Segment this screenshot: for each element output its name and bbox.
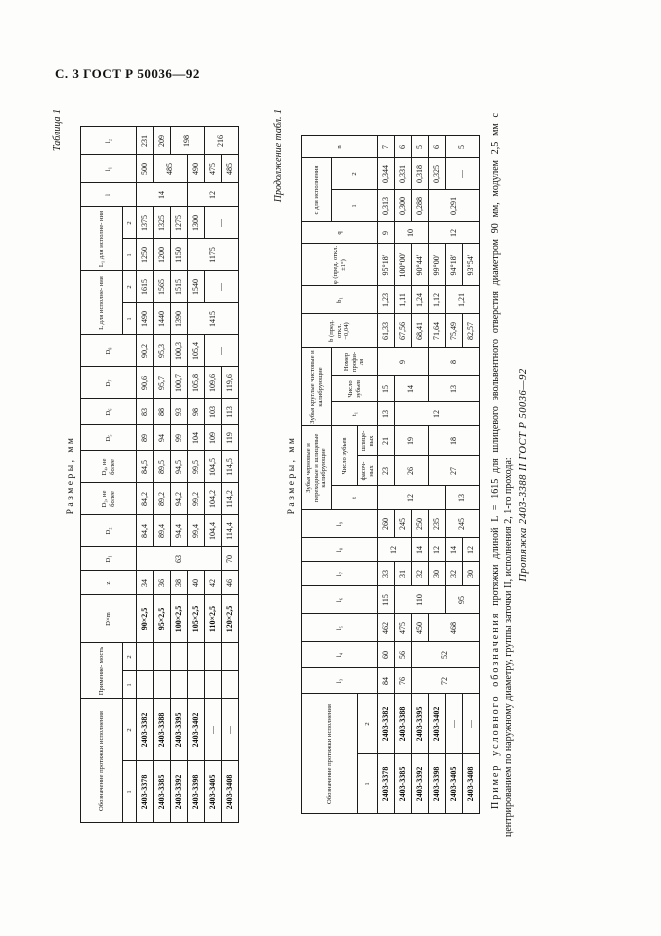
header-cell: l₈ [302,538,378,562]
cell: 19 [395,426,429,456]
cell: 198 [171,127,205,155]
header-cell: 2 [358,694,378,754]
cell: 1415 [188,303,239,335]
header-cell: с для исполнения [302,158,332,222]
cell: 12 [378,538,412,562]
cell: 72 [412,668,480,694]
page-header: С. 3 ГОСТ Р 50036—92 [55,66,200,81]
cell: 30 [429,562,446,586]
cell: 21 [378,426,395,456]
header-cell: D₆ [81,399,137,425]
header-cell: 2 [123,643,137,671]
header-cell: шлице- вых [358,426,378,456]
cell: 2403-3382 [137,699,154,761]
cell: 12 [188,183,239,207]
cell: 1440 [154,303,171,335]
table2-subtitle: Размеры, мм [287,435,297,515]
cell [154,671,171,699]
cell: 2403-3395 [412,694,429,754]
cell: 94 [154,425,171,451]
cell: 1200 [154,239,171,271]
cell: 260 [378,510,395,538]
cell: 95,3 [154,335,171,367]
cell: 468 [429,614,480,642]
cell: 109,6 [205,367,222,399]
header-cell: 1 [123,239,137,271]
header-cell: t₁ [332,402,378,426]
cell: 2403-3405 [446,754,463,814]
cell: 110×2,5 [205,595,222,643]
cell: 104 [188,425,205,451]
cell: 93 [171,399,188,425]
cell: 13 [378,402,395,426]
cell: — [205,335,239,367]
cell: 90°44′ [412,244,429,286]
header-cell: Обозначение протяжки исполнения [302,694,358,814]
cell: — [222,699,239,761]
cell: 1,21 [446,286,480,314]
cell: 15 [378,376,395,402]
cell: 1515 [171,271,188,303]
cell: 2403-3402 [188,699,205,761]
cell: 84,4 [137,515,154,547]
cell: 100,3 [171,335,188,367]
cell: 1175 [188,239,239,271]
cell: 75,49 [446,314,463,348]
header-cell: 1 [332,190,378,222]
header-cell: Зубья черновые и переходные и шлицевые калибрующие [302,426,332,510]
header-cell: D₇ [81,367,137,399]
cell: 1375 [137,207,154,239]
header-cell: Обозначение протяжки исполнения [81,699,123,823]
cell: 1390 [171,303,188,335]
cell: 99 [171,425,188,451]
cell: 99°00′ [429,244,446,286]
cell: 76 [395,668,412,694]
cell: 462 [378,614,395,642]
cell: 1,11 [395,286,412,314]
cell: 0,344 [378,158,395,190]
cell: — [205,271,239,303]
cell: 27 [429,456,480,486]
cell: 475 [395,614,412,642]
cell [171,643,188,671]
header-cell: l₉ [302,510,378,538]
cell: 68,41 [412,314,429,348]
header-cell: z [81,571,137,595]
cell: 6 [429,136,446,158]
cell: 2403-3388 [395,694,412,754]
cell: 104,2 [205,483,222,515]
cell: 13 [446,486,480,510]
cell: 46 [222,571,239,595]
cell: 235 [429,510,446,538]
cell: 2403-3378 [137,761,154,823]
cell: 115 [378,586,395,614]
cell: 52 [412,642,480,668]
cell: 475 [205,155,222,183]
header-cell: фасоч- ных [358,456,378,486]
cell: 89,4 [154,515,171,547]
cell: 0,331 [395,158,412,190]
cell: 6 [395,136,412,158]
table1-caption: Таблица 1 [52,109,63,151]
cell: 70 [222,547,239,571]
cell: 32 [446,562,463,586]
cell: 14 [412,538,429,562]
header-cell: Применяе- мость [81,643,123,699]
header-cell: Номер профи- ля [332,348,378,376]
cell: 26 [395,456,429,486]
cell: 100,7 [171,367,188,399]
spacer [239,95,273,855]
cell: 84,5 [137,451,154,483]
cell: 119 [222,425,239,451]
header-cell: 2 [123,271,137,303]
cell: 5 [412,136,429,158]
cell: 1540 [188,271,205,303]
cell: 13 [429,376,480,402]
cell: 82,57 [463,314,480,348]
header-cell: 1 [123,303,137,335]
cell [137,643,154,671]
cell [154,643,171,671]
cell: 1275 [171,207,188,239]
cell: 83 [137,399,154,425]
cell: 114,2 [222,483,239,515]
cell [188,643,205,671]
cell: 63 [137,547,222,571]
cell: 105,8 [188,367,205,399]
cell: 34 [137,571,154,595]
cell: 2403-3385 [154,761,171,823]
cell: 0,291 [429,190,480,222]
cell: 14 [446,538,463,562]
cell: 113 [222,399,239,425]
cell: 250 [412,510,429,538]
header-cell: l₅ [302,614,378,642]
cell: 95×2,5 [154,595,171,643]
cell: 2403-3392 [171,761,188,823]
cell: 1150 [171,239,188,271]
cell: 2403-3408 [463,754,480,814]
cell: 1325 [154,207,171,239]
header-cell: 2 [123,699,137,761]
header-cell: 2 [332,158,378,190]
table2-grid [301,136,480,815]
example-paragraph [490,113,515,837]
cell: 490 [188,155,205,183]
cell: — [446,158,480,190]
cell: 104,4 [205,515,222,547]
example-lead: Пример условного обозначения [490,611,501,809]
cell: 38 [171,571,188,595]
header-cell: 2 [123,207,137,239]
cell: 100×2,5 [171,595,188,643]
cell: 231 [137,127,154,155]
cell: 98 [188,399,205,425]
header-cell: l₇ [302,562,378,586]
cell: 450 [412,614,429,642]
header-cell: Число зубьев [332,426,358,486]
cell: — [446,694,463,754]
cell: 94,2 [171,483,188,515]
cell: 1300 [188,207,205,239]
cell: 2403-3398 [188,761,205,823]
cell: 12 [395,402,480,426]
cell: 90,2 [137,335,154,367]
cell: 2403-3385 [395,754,412,814]
cell: 99,4 [188,515,205,547]
cell: 103 [205,399,222,425]
cell: 7 [378,136,395,158]
cell [188,671,205,699]
cell: 1615 [137,271,154,303]
cell: 36 [154,571,171,595]
header-cell: l₂ [81,127,137,155]
cell: 12 [429,222,480,244]
header-cell: 1 [358,754,378,814]
header-cell: b₁ [302,286,378,314]
cell: 0,313 [378,190,395,222]
header-cell: 1 [123,671,137,699]
cell: 2403-3388 [154,699,171,761]
cell: — [463,694,480,754]
header-cell: L₁ для исполне- ния [81,207,123,271]
cell: 99,2 [188,483,205,515]
cell: 99,5 [188,451,205,483]
header-cell: D₃, не более [81,483,137,515]
cell: 42 [205,571,222,595]
cell: 245 [446,510,480,538]
table1-grid [80,127,239,824]
table2-caption: Продолжение табл. 1 [273,109,284,203]
cell: 56 [395,642,412,668]
header-cell: D₈ [81,335,137,367]
cell: 90×2,5 [137,595,154,643]
cell: 485 [154,155,188,183]
cell: 84,2 [137,483,154,515]
cell: 2403-3395 [171,699,188,761]
header-cell: D₄, не более [81,451,137,483]
cell: 114,4 [222,515,239,547]
cell: 2403-3402 [429,694,446,754]
cell [205,643,222,671]
cell: 105,4 [188,335,205,367]
cell: 0,288 [412,190,429,222]
header-cell: D₅ [81,425,137,451]
cell: 14 [137,183,188,207]
header-cell: l₄ [302,642,378,668]
header-cell: Число зубьев [332,376,378,402]
cell: 94°18′ [446,244,463,286]
cell: 94,5 [171,451,188,483]
header-cell: l₁ [81,155,137,183]
cell: 0,318 [412,158,429,190]
cell: 105×2,5 [188,595,205,643]
cell: 245 [395,510,412,538]
cell: 5 [446,136,480,158]
header-cell: l₃ [302,668,378,694]
cell: 104,5 [205,451,222,483]
header-cell: l [81,183,137,207]
cell: 12 [429,538,446,562]
cell: 8 [429,348,480,376]
cell: 109 [205,425,222,451]
cell: 0,325 [429,158,446,190]
cell: 2403-3408 [222,761,239,823]
cell [171,671,188,699]
spacer [480,95,490,855]
cell: 1250 [137,239,154,271]
cell: 90,6 [137,367,154,399]
cell: 2403-3378 [378,754,395,814]
header-cell: l₆ [302,586,378,614]
cell: 2403-3392 [412,754,429,814]
cell: 209 [154,127,171,155]
example-rest: протяжки длиной L = 1615 для шлицевого эвольвентного отверстия диаметром 90 мм, модулем 2,5 мм с центрированием по наружному диаметру, группы заточки II, исполнения 2, 1-го прохода: [490,113,514,837]
cell: 1565 [154,271,171,303]
header-cell: D×m [81,595,137,643]
cell [222,643,239,671]
cell: 95,7 [154,367,171,399]
cell: 60 [378,642,395,668]
cell [222,671,239,699]
header-cell: q [302,222,378,244]
cell: 100°00′ [395,244,412,286]
header-cell: D₁ [81,547,137,571]
cell: 31 [395,562,412,586]
header-cell: Зубья круглые чистовые и калибрующие [302,348,332,426]
cell: 110 [395,586,446,614]
cell: 18 [429,426,480,456]
cell: 94,4 [171,515,188,547]
cell: 9 [378,348,429,376]
cell: 216 [205,127,239,155]
cell: 1,24 [412,286,429,314]
cell: 61,33 [378,314,395,348]
cell: 30 [463,562,480,586]
header-cell: n [302,136,378,158]
cell [137,671,154,699]
cell: 89,2 [154,483,171,515]
cell: — [205,699,222,761]
cell: 1,12 [429,286,446,314]
cell: 89,5 [154,451,171,483]
cell: 114,5 [222,451,239,483]
cell: 40 [188,571,205,595]
cell: 71,64 [429,314,446,348]
cell [205,671,222,699]
cell: 95°18′ [378,244,395,286]
cell: 67,56 [395,314,412,348]
cell: 10 [395,222,429,244]
header-cell: D₂ [81,515,137,547]
header-cell: b (пред. откл. −0,04) [302,314,378,348]
cell: — [205,207,239,239]
cell: 89 [137,425,154,451]
cell: 2403-3398 [429,754,446,814]
cell: 88 [154,399,171,425]
rotated-landscape-content [52,95,622,855]
cell: 95 [446,586,480,614]
cell: 485 [222,155,239,183]
cell: 2403-3382 [378,694,395,754]
table1 [80,95,239,855]
cell: 0,300 [395,190,412,222]
cell: 32 [412,562,429,586]
cell: 1490 [137,303,154,335]
cell: 2403-3405 [205,761,222,823]
cell: 120×2,5 [222,595,239,643]
cell: 93°54′ [463,244,480,286]
cell: 23 [378,456,395,486]
cell: 119,6 [222,367,239,399]
cell: 33 [378,562,395,586]
header-cell: φ (пред. откл. ±1°) [302,244,378,286]
header-cell: t [332,486,378,510]
table2 [301,95,480,855]
cell: 12 [378,486,446,510]
example-designation: Протяжка 2403-3388 II ГОСТ Р 50036—92 [518,368,529,582]
cell: 14 [395,376,429,402]
cell: 1,23 [378,286,395,314]
cell: 84 [378,668,395,694]
header-cell: 1 [123,761,137,823]
table1-subtitle: Размеры, мм [66,435,76,515]
cell: 9 [378,222,395,244]
header-cell: L для исполне- ния [81,271,123,335]
cell: 12 [463,538,480,562]
cell: 500 [137,155,154,183]
